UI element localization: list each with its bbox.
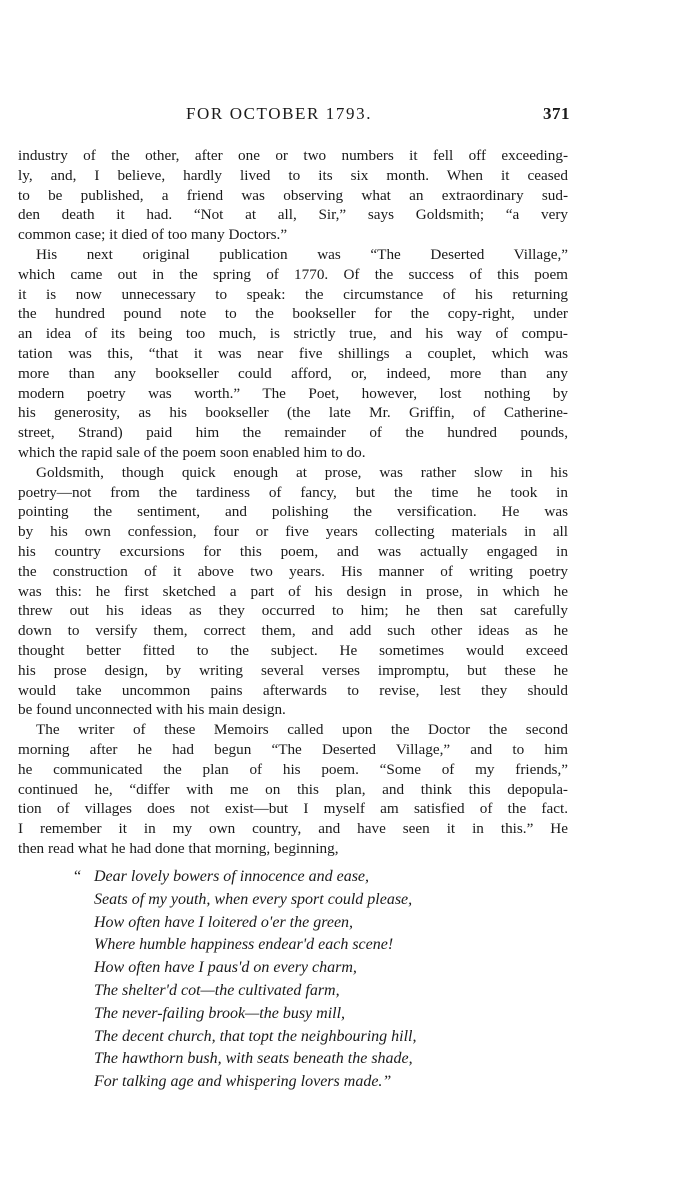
text-line: down to versify them, correct them, and add such other ideas as he [18, 622, 568, 640]
text-line: the hundred pound note to the bookseller for the copy-right, under [18, 305, 568, 323]
text-line: continued he, “differ with me on this plan, and think this depopula- [18, 780, 568, 798]
text-line: his generosity, as his bookseller (the late Mr. Griffin, of Catherine- [18, 404, 568, 422]
text-line: His next original publication was “The Deserted Village,” [36, 245, 568, 263]
running-head: FOR OCTOBER 1793. [186, 104, 373, 123]
verse-line [74, 912, 494, 935]
text-line: then read what he had done that morning, beginning, [18, 839, 339, 857]
text-line: an idea of its being too much, is strictly true, and his way of compu- [18, 325, 568, 343]
text-line: his country excursions for this poem, and was actually engaged in [18, 542, 568, 560]
verse-line-text: Seats of my youth, when every sport could please, [94, 890, 413, 908]
text-line: thought better fitted to the subject. He sometimes would exceed [18, 641, 568, 659]
verse-line [74, 1003, 494, 1026]
open-quote: “ [74, 868, 82, 885]
verse-line [74, 1071, 494, 1094]
verse-line [74, 1048, 494, 1071]
verse-line [74, 957, 494, 980]
verse-line-text: The never-failing brook—the busy mill, [94, 1004, 346, 1022]
text-line: morning after he had begun “The Deserted Village,” and to him [18, 740, 568, 758]
verse-line [74, 889, 494, 912]
verse-line [74, 1026, 494, 1049]
verse-line-text: How often have I loitered o'er the green, [94, 913, 354, 931]
verse-line-text: The decent church, that topt the neighbouring hill, [94, 1027, 417, 1045]
verse-line-text: How often have I paus'd on every charm, [94, 959, 357, 977]
verse-line [74, 934, 494, 957]
page-header [18, 104, 570, 130]
text-line: industry of the other, after one or two numbers it fell off exceeding- [18, 147, 568, 164]
body-text [18, 146, 568, 859]
text-line: modern poetry was worth.” The Poet, however, lost nothing by [18, 384, 568, 402]
text-line: more than any bookseller could afford, or, indeed, more than any [18, 364, 568, 382]
verse-line [74, 980, 494, 1003]
text-line: ly, and, I believe, hardly lived to its six month. When it ceased [18, 166, 568, 184]
verse-quotation [74, 866, 494, 1094]
text-line: Goldsmith, though quick enough at prose, was rather slow in his [36, 463, 568, 481]
text-line: poetry—not from the tardiness of fancy, but the time he took in [18, 483, 568, 501]
text-line: it is now unnecessary to speak: the circumstance of his returning [18, 285, 568, 303]
text-line: which the rapid sale of the poem soon enabled him to do. [18, 443, 366, 461]
text-line: tation was this, “that it was near five shillings a couplet, which was [18, 344, 568, 362]
verse-line-text: The hawthorn bush, with seats beneath the shade, [94, 1050, 413, 1068]
text-line: den death it had. “Not at all, Sir,” says Goldsmith; “a very [18, 206, 568, 224]
text-line: common case; it died of too many Doctors.” [18, 226, 288, 244]
text-line: he communicated the plan of his poem. “Some of my friends,” [18, 760, 568, 778]
text-line: was this: he first sketched a part of his design in prose, in which he [18, 582, 568, 600]
verse-line-text: Where humble happiness endear'd each scene! [94, 936, 394, 954]
text-line: the construction of it above two years. His manner of writing poetry [18, 562, 568, 580]
text-line: which came out in the spring of 1770. Of the success of this poem [18, 265, 568, 283]
verse-line-text: Dear lovely bowers of innocence and ease, [94, 868, 370, 885]
text-line: tion of villages does not exist—but I myself am satisfied of the fact. [18, 800, 568, 818]
verse-line-text: The shelter'd cot—the cultivated farm, [94, 981, 340, 999]
page-number: 371 [543, 104, 570, 123]
text-line: The writer of these Memoirs called upon the Doctor the second [36, 721, 568, 739]
text-line: be found unconnected with his main design. [18, 701, 286, 719]
text-line: pointing the sentiment, and polishing the versification. He was [18, 503, 568, 521]
text-line: threw out his ideas as they occurred to him; he then sat carefully [18, 602, 568, 620]
verse-line-text: For talking age and whispering lovers made.” [94, 1073, 392, 1091]
text-line: to be published, a friend was observing what an extraordinary sud- [18, 186, 568, 204]
text-line: by his own confession, four or five years collecting materials in all [18, 523, 568, 541]
text-line: would take uncommon pains afterwards to revise, lest they should [18, 681, 568, 699]
text-line: street, Strand) paid him the remainder of the hundred pounds, [18, 424, 568, 442]
verse-line [74, 866, 494, 889]
text-line: his prose design, by writing several verses impromptu, but these he [18, 661, 568, 679]
text-line: I remember it in my own country, and have seen it in this.” He [18, 820, 568, 838]
